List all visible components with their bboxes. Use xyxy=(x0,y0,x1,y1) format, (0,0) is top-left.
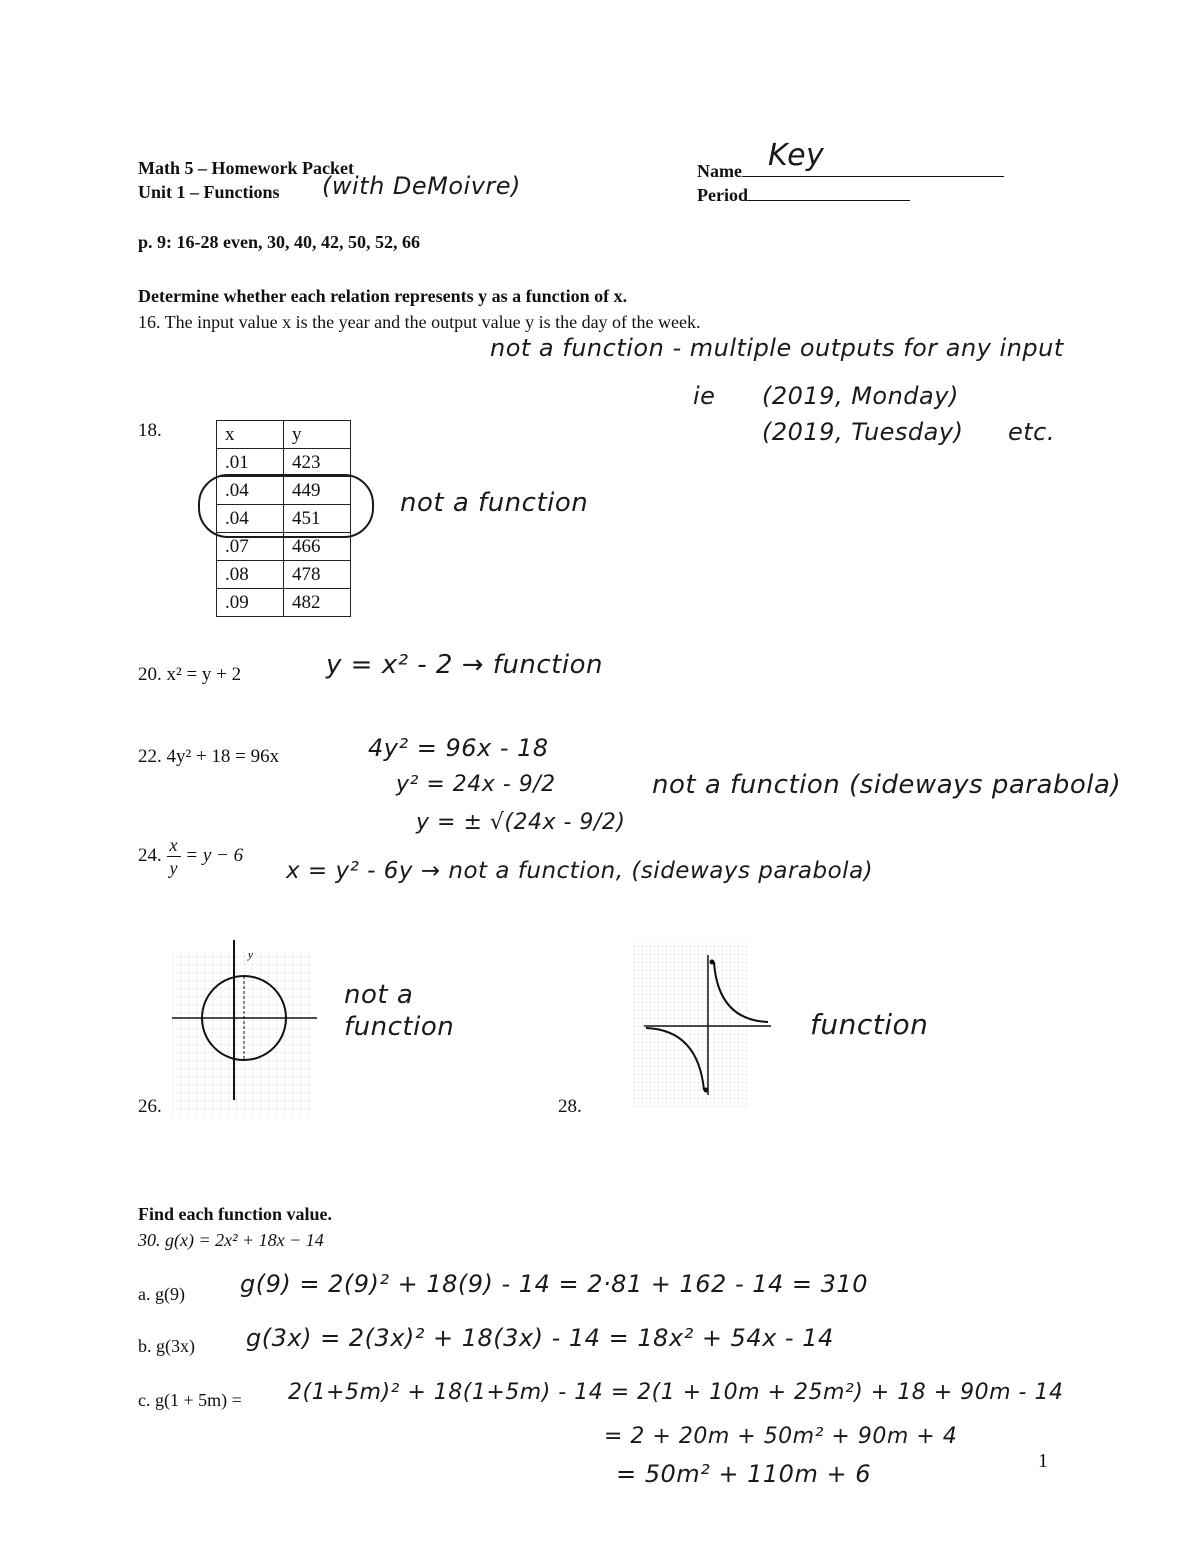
q24-fraction xyxy=(167,834,181,879)
q30b-label: b. g(3x) xyxy=(138,1336,195,1356)
q26-circle-graph xyxy=(172,940,322,1115)
endpoint-marker xyxy=(704,1088,709,1093)
q30c-work2: = 2 + 20m + 50m² + 90m + 4 xyxy=(604,1424,958,1449)
q18-number: 18. xyxy=(138,420,162,441)
assignment-line: p. 9: 16-28 even, 30, 40, 42, 50, 52, 66 xyxy=(138,232,420,252)
table-cell-y: 451 xyxy=(284,505,351,533)
name-line xyxy=(742,138,1004,177)
table-row xyxy=(217,561,351,589)
q22-work2: y² = 24x - 9/2 xyxy=(396,772,556,797)
name-value-handwritten: Key xyxy=(767,138,825,173)
table-row xyxy=(217,449,351,477)
q24-answer: x = y² - 6y → not a function, (sideways parabola) xyxy=(286,858,874,884)
q28-number: 28. xyxy=(558,1096,582,1117)
period-label: Period xyxy=(697,185,748,205)
q28-hyperbola-graph xyxy=(626,930,776,1110)
q16-text: 16. The input value x is the year and the output value y is the day of the week. xyxy=(138,312,701,332)
table-cell-x: .09 xyxy=(217,589,284,617)
table-cell-x: .04 xyxy=(217,505,284,533)
q16-etc: etc. xyxy=(1008,418,1055,446)
period-line xyxy=(748,182,910,201)
table-row xyxy=(217,589,351,617)
q16-example1: (2019, Monday) xyxy=(762,382,959,410)
table-cell-y: 482 xyxy=(284,589,351,617)
name-field xyxy=(697,138,1004,182)
table-cell-y: 423 xyxy=(284,449,351,477)
table-cell-x: .07 xyxy=(217,533,284,561)
grid-background xyxy=(172,950,312,1115)
period-field xyxy=(697,182,910,206)
y-axis-label: y xyxy=(248,949,253,961)
unit-title: Unit 1 – Functions xyxy=(138,182,280,202)
table-cell-y: 466 xyxy=(284,533,351,561)
q16-example2: (2019, Tuesday) xyxy=(762,418,964,446)
q30c-label: c. g(1 + 5m) = xyxy=(138,1390,242,1410)
table-cell-y: 478 xyxy=(284,561,351,589)
q22-text: 22. 4y² + 18 = 96x xyxy=(138,746,280,767)
table-cell-y: 449 xyxy=(284,477,351,505)
section1-heading: Determine whether each relation represents y as a function of x. xyxy=(138,286,628,306)
page-number: 1 xyxy=(1038,1450,1048,1472)
q18-circled-rows xyxy=(198,474,374,538)
q20-answer: y = x² - 2 → function xyxy=(326,650,603,680)
q18-answer: not a function xyxy=(400,488,589,518)
table-cell-x: .08 xyxy=(217,561,284,589)
q16-answer: not a function - multiple outputs for any input xyxy=(490,334,1064,362)
q30a-label: a. g(9) xyxy=(138,1284,185,1304)
q30c-work: 2(1+5m)² + 18(1+5m) - 14 = 2(1 + 10m + 25m²) + 18 + 90m - 14 xyxy=(288,1380,1064,1405)
q30a-work: g(9) = 2(9)² + 18(9) - 14 = 2·81 + 162 - 14 = 310 xyxy=(240,1270,868,1298)
q26-number: 26. xyxy=(138,1096,162,1117)
table-cell-x: .04 xyxy=(217,477,284,505)
q16-ie: ie xyxy=(693,382,716,410)
q24-numerator: x xyxy=(167,834,181,857)
q24-equation-rest: = y − 6 xyxy=(185,844,244,866)
table-header-y: y xyxy=(284,421,351,449)
q30c-work3: = 50m² + 110m + 6 xyxy=(616,1460,871,1488)
table-header-row xyxy=(217,421,351,449)
section2-heading: Find each function value. xyxy=(138,1204,333,1224)
grid-background xyxy=(630,942,750,1107)
q22-work1: 4y² = 96x - 18 xyxy=(368,734,549,762)
q26-answer-line1: not a xyxy=(344,980,414,1010)
q20-text: 20. x² = y + 2 xyxy=(138,664,242,685)
packet-title: Math 5 – Homework Packet xyxy=(138,158,354,178)
q30b-work: g(3x) = 2(3x)² + 18(3x) - 14 = 18x² + 54x - 14 xyxy=(246,1324,834,1352)
unit-note-handwritten: (with DeMoivre) xyxy=(322,172,521,200)
q22-answer: not a function (sideways parabola) xyxy=(652,770,1122,800)
q30-text: 30. g(x) = 2x² + 18x − 14 xyxy=(138,1230,324,1250)
q24-text xyxy=(138,834,243,879)
q22-work3: y = ± √(24x - 9/2) xyxy=(416,810,626,835)
name-label: Name xyxy=(697,161,742,181)
q28-answer: function xyxy=(810,1008,929,1041)
q24-denominator: y xyxy=(169,858,178,878)
q26-answer-line2: function xyxy=(344,1012,455,1042)
endpoint-marker xyxy=(710,960,715,965)
table-header-x: x xyxy=(217,421,284,449)
q24-number: 24. xyxy=(138,844,162,866)
table-cell-x: .01 xyxy=(217,449,284,477)
